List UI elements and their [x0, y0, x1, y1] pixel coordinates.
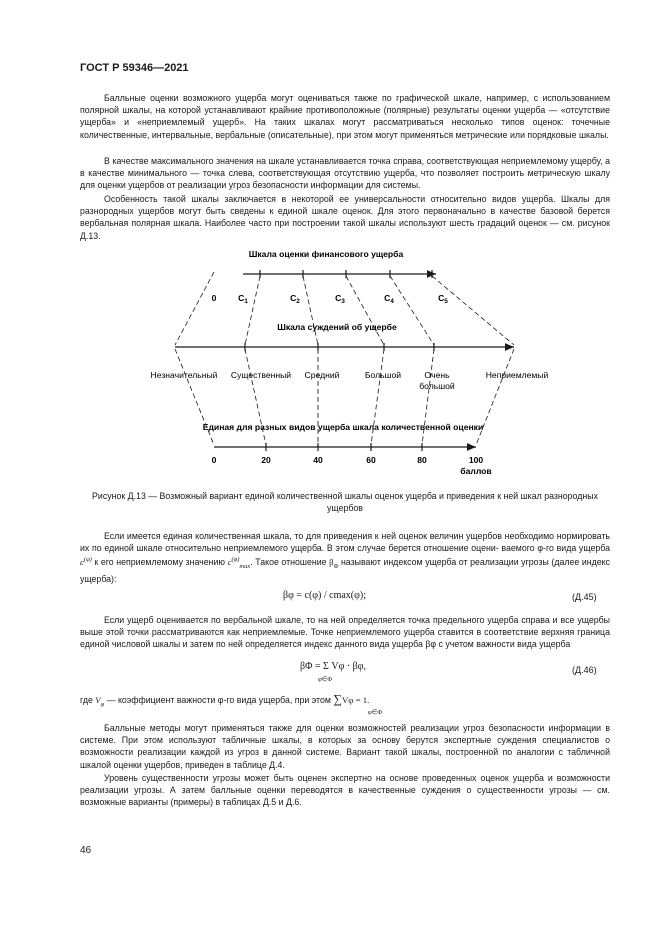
paragraph-7: Балльные методы могут применяться также для оценки возможностей реализации угроз безопасности информации в системе. При этом используют табличные шкалы, в которых за основу берутся экспертные суждения специалистов о возможности реализации каждой из угроз в данной системе. Вариант такой шкалы, построенной по аналогии с табличной шкалой оценки ущербов, приведен в таблице Д.4.: [80, 723, 610, 770]
document-header: ГОСТ Р 59346—2021: [80, 62, 189, 74]
svg-text:C2: [290, 293, 300, 305]
p6-sum-under: φ∈Φ: [368, 709, 383, 716]
formula-d45: βφ = c(φ) / cmax(φ);: [283, 590, 367, 601]
top-sub-1: 1: [244, 298, 248, 305]
verbal-label-unacceptable: Неприемлемый: [485, 370, 549, 380]
paragraph-5: Если ущерб оценивается по вербальной шкале, то на ней определяется точка предельного ущерба справа и все ущербы выше этой точки рассматриваются как неприемлемые. Точке неприемлемого ущерба ставится в соответствие верхняя граница единой числовой шкалы и затем по ней определяется индекс данного вида ущерба βφ с учетом важности вида ущерба: [80, 615, 610, 650]
p6-sum: Vφ = 1.: [341, 695, 370, 705]
top-label-c4: C: [384, 293, 391, 303]
top-sub-2: 2: [296, 298, 300, 305]
verbal-label-very: Очень: [424, 370, 450, 380]
middle-scale-title: Шкала суждений об ущербе: [277, 322, 397, 332]
formula-d45-number: (Д.45): [572, 592, 597, 602]
bottom-label-60: 60: [366, 455, 376, 465]
p6-mid: — коэффициент важности φ-го вида ущерба, при этом: [104, 695, 331, 705]
formula-d46-number: (Д.46): [572, 665, 597, 675]
top-scale-title: Шкала оценки финансового ущерба: [248, 249, 404, 259]
top-scale-labels: [212, 293, 449, 305]
paragraph-8: Уровень существенности угрозы может быть оценен экспертно на основе проведенных оценок ущерба и возможности реализации угрозы. А затем балльные оценки переводятся в качественные суждения о существенности угрозы — см. возможные варианты (примеры) в таблицах Д.5 и Д.6.: [80, 773, 610, 808]
bottom-scale-title: Единая для разных видов ущерба шкала количественной оценки: [202, 422, 484, 432]
svg-text:C3: [335, 293, 345, 305]
p4-line2d: называют индексом: [340, 557, 423, 568]
p4-line3: ущерба от реализации угрозы (далее индекс ущерба):: [80, 557, 610, 585]
p6-prefix: где: [80, 695, 93, 705]
top-sub-3: 3: [341, 298, 345, 305]
p4-line2c: . Такое отношение: [250, 557, 327, 568]
bottom-label-80: 80: [417, 455, 427, 465]
top-label-c3: C: [335, 293, 342, 303]
verbal-label-medium: Средний: [304, 370, 340, 380]
bottom-label-0: 0: [211, 455, 217, 465]
top-label-0: 0: [211, 293, 217, 303]
bottom-scale-labels: [212, 455, 492, 476]
p6-sub: φ: [100, 700, 105, 708]
p4-line1: Если имеется единая количественная шкала, то для приведения к ней оценок величин ущербов необходимо нормировать их по единой шкале относительно неприемлемого ущерба. В этом случае берется отношение оцени-: [80, 531, 610, 554]
p4-line2a: ваемого φ-го вида ущерба: [501, 543, 610, 554]
verbal-label-insignificant: Незначительный: [150, 370, 218, 380]
bottom-label-100: 100: [468, 455, 484, 465]
page-number: 46: [80, 845, 92, 856]
p6-var: V: [95, 695, 101, 705]
figure-caption: Рисунок Д.13 — Возможный вариант единой количественной шкалы оценок ущерба и приведения к ней шкал разнородных ущербов: [92, 491, 598, 513]
top-label-c5: C: [438, 293, 445, 303]
paragraph-1: Балльные оценки возможного ущерба могут оцениваться также по графической шкале, например, с использованием полярной шкалы, на которой устанавливают крайние противоположные (полярные) результаты оценки ущерба — «отсутствие ущерба» и «неприемлемый ущерб». На таких шкалах могут рассматриваться несколько типов оценок: точечные количественные, интервальные, вербальные (описательные), при этом могут применяться метрические или порядковые шкалы.: [80, 93, 610, 140]
formula-d46: βΦ = Σ Vφ · βφ,: [300, 661, 367, 672]
verbal-label-large: Большой: [364, 370, 402, 380]
svg-text:C5: [438, 293, 448, 305]
verbal-labels: [151, 370, 549, 391]
paragraph-3: Особенность такой шкалы заключается в некоторой ее универсальности относительно видов ущерба. Шкалы для разнородных ущербов могут быть сведены к единой шкале оценок. Для этого первоначально в качестве базовой берется вербальная полярная шкала. Наиболее часто при построении такой шкалы используют шесть градаций оценок — см. рисунок Д.13.: [80, 194, 610, 241]
p4-line2b: к его неприемлемому значению: [94, 557, 225, 568]
paragraph-2: В качестве максимального значения на шкале устанавливается точка справа, соответствующая неприемлемому ущербу, а в качестве минимального — точка слева, соответствующая отсутствию ущерба, что позволяет построить метрическую шкалу для оценки ущербов от реализации угроз безопасности информации для системы.: [80, 156, 610, 191]
top-sub-4: 4: [390, 298, 394, 305]
verbal-label-substantial: Существенный: [230, 370, 292, 380]
top-to-middle-connectors: [175, 272, 514, 345]
formula-d46-under: φ∈Φ: [318, 676, 333, 683]
svg-text:C4: [384, 293, 394, 305]
bottom-label-40: 40: [313, 455, 323, 465]
paragraph-4: Если имеется единая количественная шкала, то для приведения к ней оценок величин ущербов необходимо нормировать их по единой шкале относительно неприемлемого ущерба. В этом случае берется отношение оцени- ваемого φ-го вида ущерба $c^{(\varphi)}$ к его неприемлемому значению $c^{(\varphi)}_{max}$. Такое отношение $\beta_\Phi$ называют индексом ущерба от реализации угрозы (далее индекс ущерба):: [80, 531, 610, 585]
verbal-label-very-large: большой: [419, 381, 455, 391]
top-label-c1: C: [238, 293, 245, 303]
paragraph-6: где $V_\varphi$ — коэффициент важности φ-го вида ущерба, при этом ∑Vφ = 1.: [80, 692, 370, 708]
top-label-c2: C: [290, 293, 297, 303]
top-sub-5: 5: [444, 298, 448, 305]
bottom-label-20: 20: [261, 455, 271, 465]
svg-text:C1: [238, 293, 248, 305]
bottom-label-points: баллов: [460, 466, 492, 476]
